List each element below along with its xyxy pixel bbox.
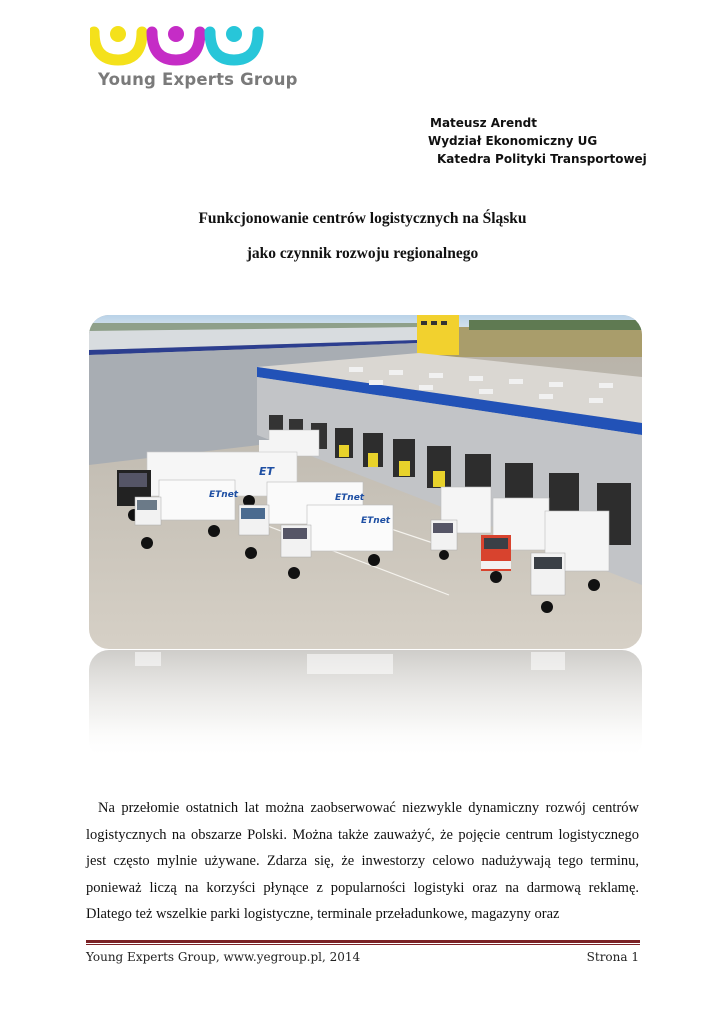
body-line: logistycznych na obszarze Polski. Można także zauważyć, że pojęcie centrum logistycznego [86,826,639,843]
logistics-center-photo [89,315,642,649]
logo-head-yellow [110,26,126,42]
document-title-line2: jako czynnik rozwoju regionalnego [246,245,479,262]
body-line: jest często mylnie używane. Zdarza się, że inwestorzy celowo nadużywają tego terminu, [86,853,639,869]
footer-rule [86,940,640,943]
logo-head-cyan [226,26,242,42]
svg-text:ET: ET [259,465,275,478]
warehouse-illustration [89,315,642,649]
svg-text:ETnet: ETnet [361,516,391,526]
author-name: Mateusz Arendt [430,116,537,130]
author-department: Katedra Polityki Transportowej [437,152,647,166]
body-paragraph [86,795,639,928]
photo-reflection [89,650,642,760]
page-number: Strona 1 [586,950,639,964]
svg-text:ETnet: ETnet [335,493,365,503]
svg-text:ETnet: ETnet [209,490,239,500]
author-faculty: Wydział Ekonomiczny UG [428,134,598,148]
footer-rule-thin [86,944,640,945]
logo-text: Young Experts Group [98,70,298,89]
body-line: Dlatego też wszelkie parki logistyczne, terminale przeładunkowe, magazyny oraz [86,906,560,922]
document-title-line1: Funkcjonowanie centrów logistycznych na Śląsku [198,210,527,227]
body-line: ponieważ liczą na korzyści płynące z popularności logistyki oraz na darmową reklamę. [86,879,639,896]
body-line: Na przełomie ostatnich lat można zaobserwować niezwykle dynamiczny rozwój centrów [98,800,639,816]
footer-source: Young Experts Group, www.yegroup.pl, 2014 [86,950,361,964]
logo-head-magenta [168,26,184,42]
